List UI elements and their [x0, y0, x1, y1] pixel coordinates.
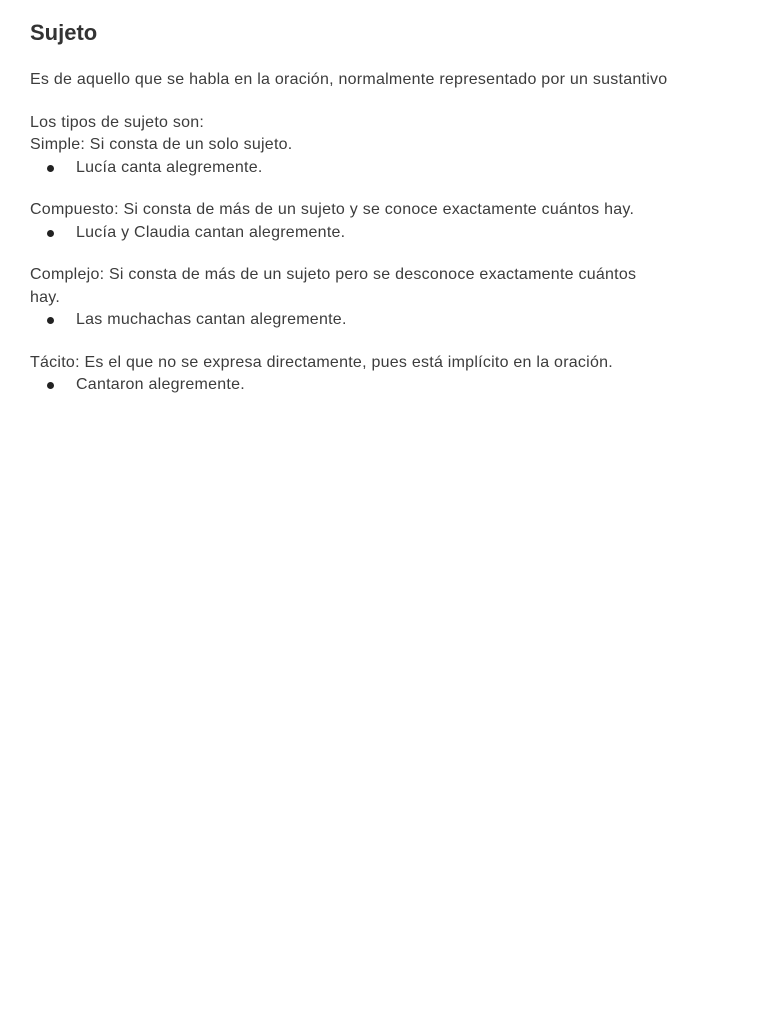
- type-description: Complejo: Si consta de más de un sujeto pero se desconoce exactamente cuántos hay.: [30, 266, 637, 306]
- example-list: [30, 374, 670, 397]
- type-description: Simple: Si consta de un solo sujeto.: [30, 136, 293, 153]
- subject-type-tacito: [30, 352, 670, 397]
- subject-type-complejo: [30, 264, 670, 332]
- example-item: [30, 374, 670, 397]
- bullet-icon: [47, 382, 54, 389]
- example-text: Lucía y Claudia cantan alegremente.: [76, 223, 346, 241]
- example-item: [30, 222, 670, 245]
- note-title: Sujeto: [30, 20, 98, 45]
- type-description: Tácito: Es el que no se expresa directamente, pues está implícito en la oración.: [30, 353, 613, 371]
- note-body[interactable]: [30, 18, 670, 397]
- example-text: Las muchachas cantan alegremente.: [76, 311, 347, 328]
- subject-type-simple: [30, 134, 670, 179]
- example-text: Lucía canta alegremente.: [76, 158, 263, 176]
- type-description: Compuesto: Si consta de más de un sujeto y se conoce exactamente cuántos hay.: [30, 201, 635, 218]
- example-item: [30, 309, 670, 332]
- example-list: [30, 222, 670, 245]
- bullet-icon: [47, 230, 54, 237]
- bullet-icon: [47, 317, 54, 324]
- bullet-icon: [47, 165, 54, 172]
- subject-type-compuesto: [30, 199, 670, 244]
- example-text: Cantaron alegremente.: [76, 376, 245, 393]
- definition-text: Es de aquello que se habla en la oración, normalmente representado por un sustantivo: [30, 71, 668, 88]
- example-list: [30, 157, 670, 180]
- example-item: [30, 157, 670, 180]
- types-intro: Los tipos de sujeto son:: [30, 113, 205, 131]
- example-list: [30, 309, 670, 332]
